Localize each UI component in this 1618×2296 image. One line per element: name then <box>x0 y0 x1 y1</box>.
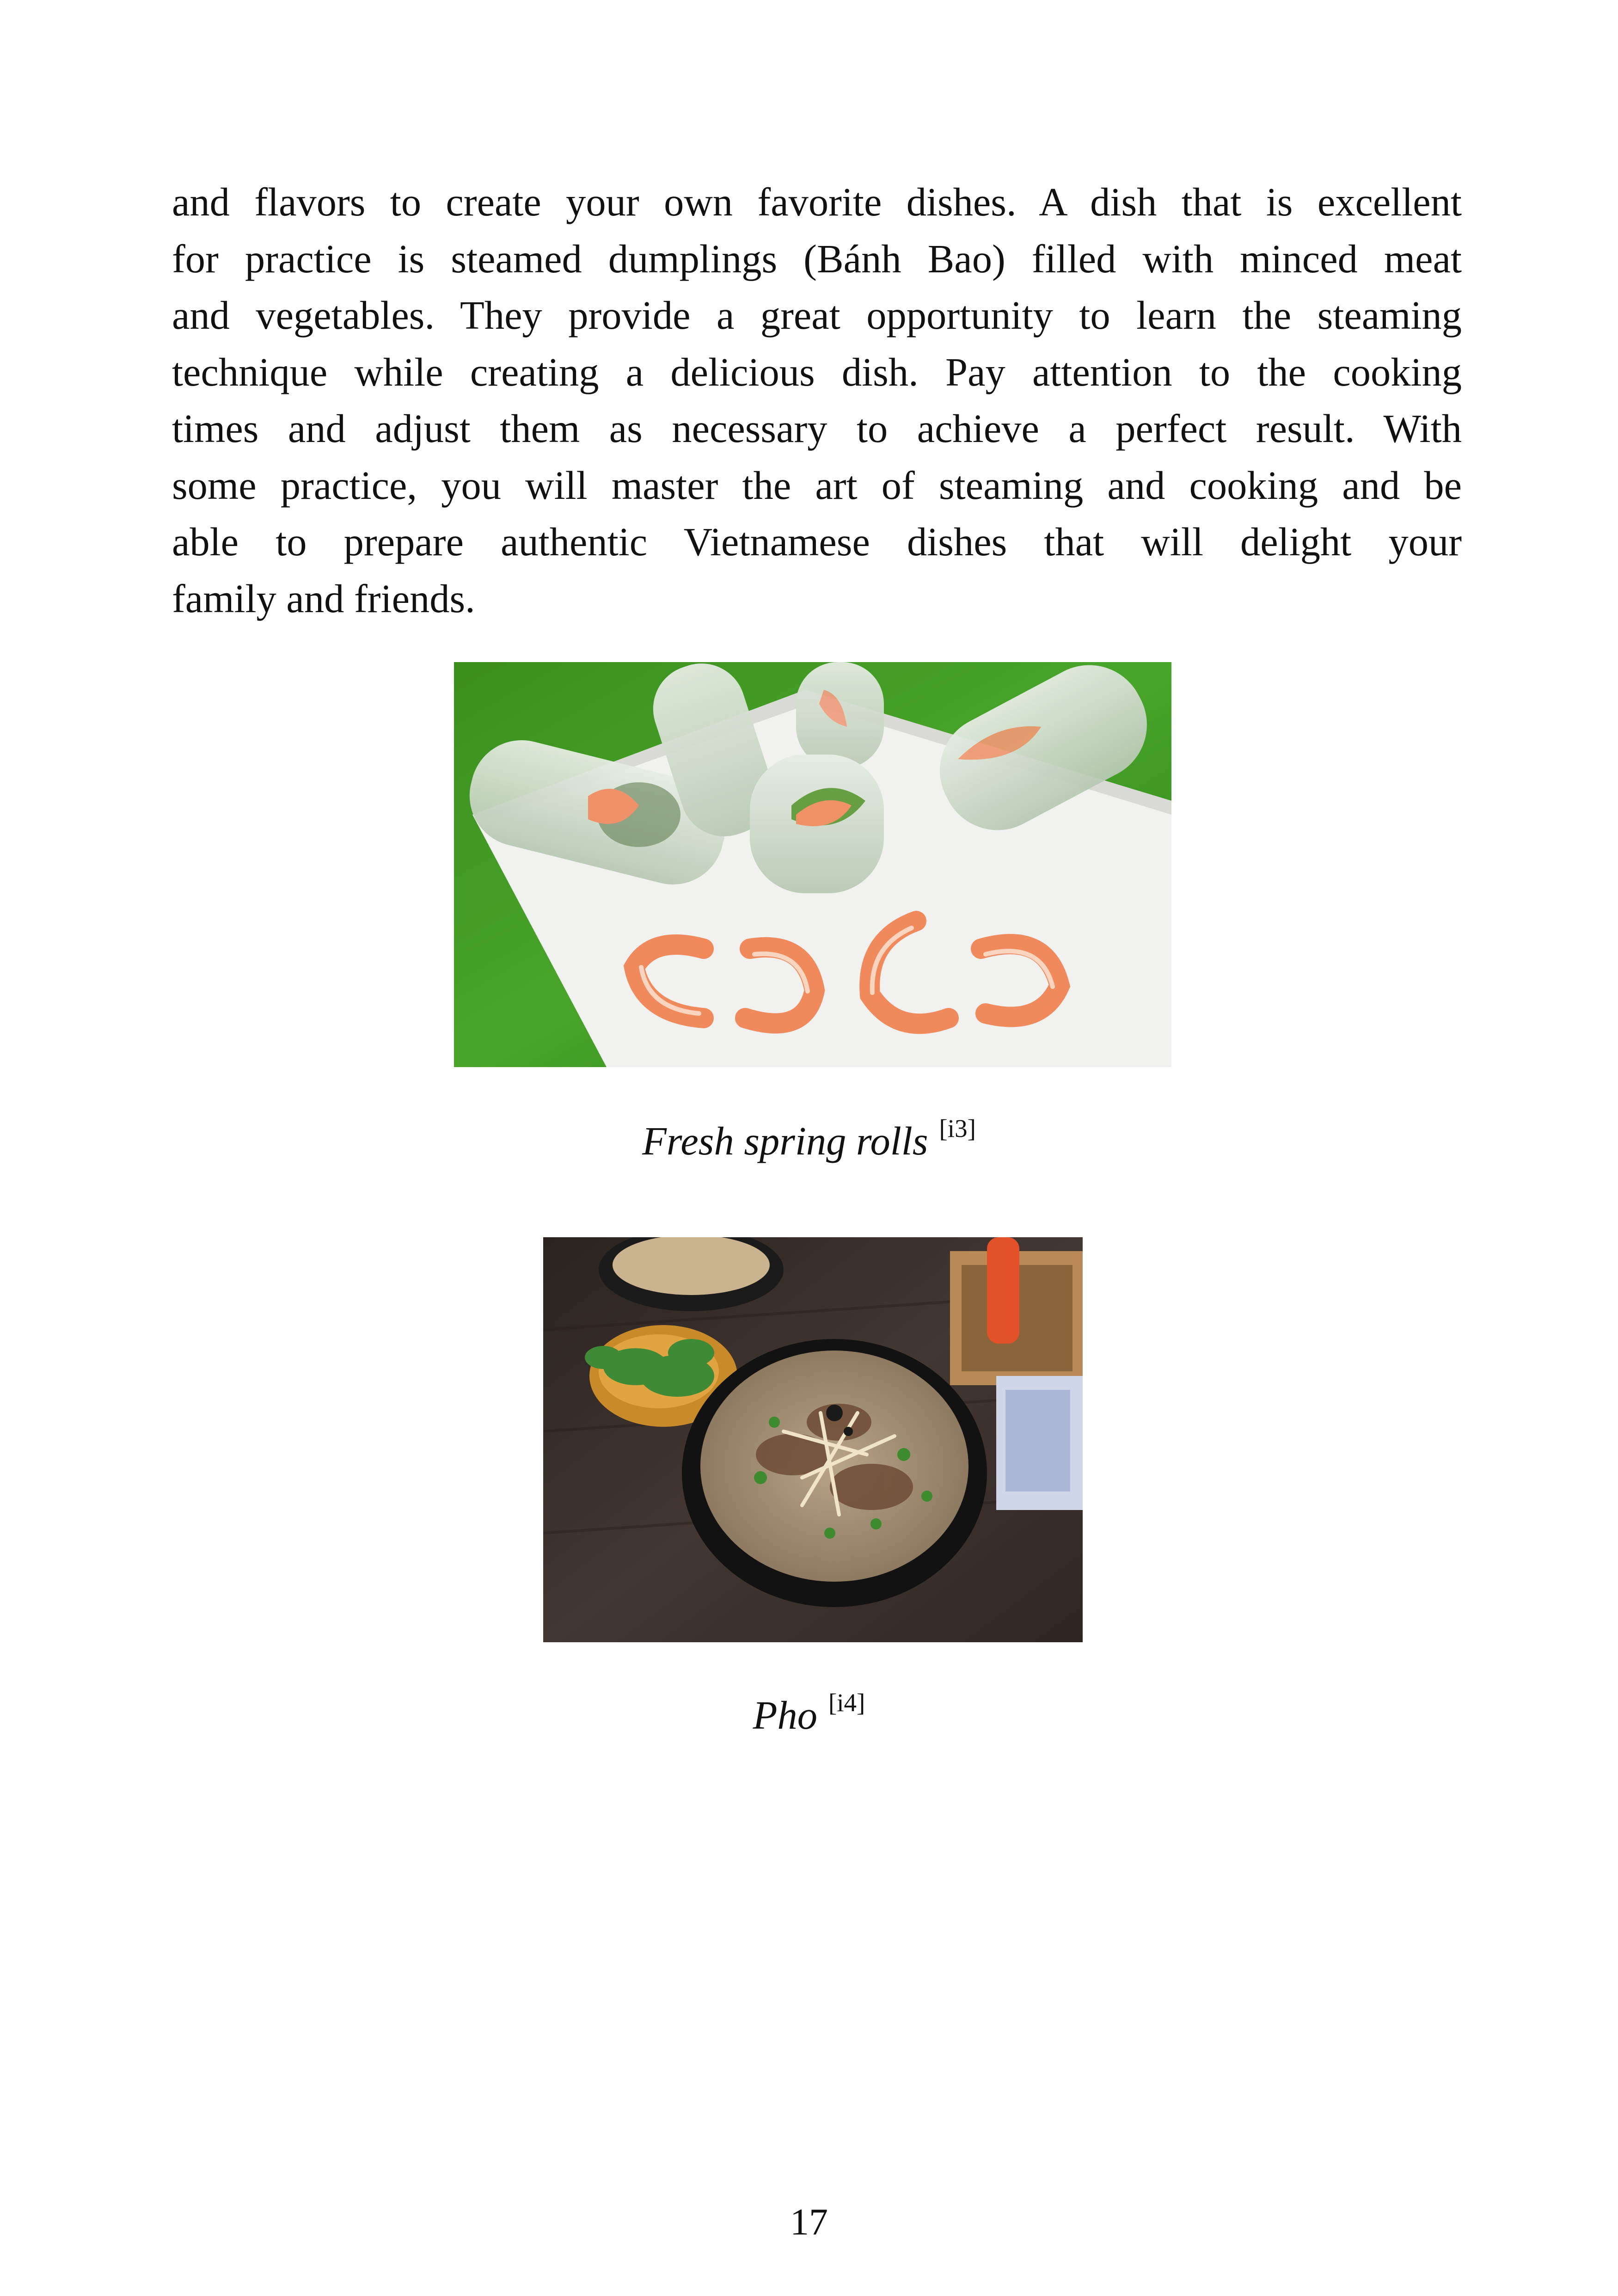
figure-caption <box>0 1688 1618 1743</box>
figure-caption <box>0 1114 1618 1169</box>
body-paragraph <box>172 174 1462 627</box>
paragraph-line: technique while creating a delicious dish. Pay attention to the cooking <box>172 350 1462 394</box>
paragraph-line: for practice is steamed dumplings (Bánh Bao) filled with minced meat <box>172 236 1462 281</box>
caption-text: Pho <box>753 1693 817 1737</box>
paragraph-line: times and adjust them as necessary to achieve a perfect result. With <box>172 406 1462 451</box>
caption-reference: [i4] <box>828 1688 865 1717</box>
paragraph-line: some practice, you will master the art of steaming and cooking and be <box>172 463 1462 508</box>
caption-text: Fresh spring rolls <box>642 1119 928 1163</box>
spring-rolls-photo <box>454 662 1171 1067</box>
page-number: 17 <box>790 2201 828 2243</box>
pho-photo <box>543 1237 1083 1642</box>
paragraph-line: able to prepare authentic Vietnamese dishes that will delight your <box>172 520 1462 564</box>
paragraph-line: family and friends. <box>172 576 475 621</box>
paragraph-line: and vegetables. They provide a great opportunity to learn the steaming <box>172 293 1462 338</box>
paragraph-line: and flavors to create your own favorite dishes. A dish that is excellent <box>172 180 1462 224</box>
caption-reference: [i3] <box>939 1114 976 1142</box>
